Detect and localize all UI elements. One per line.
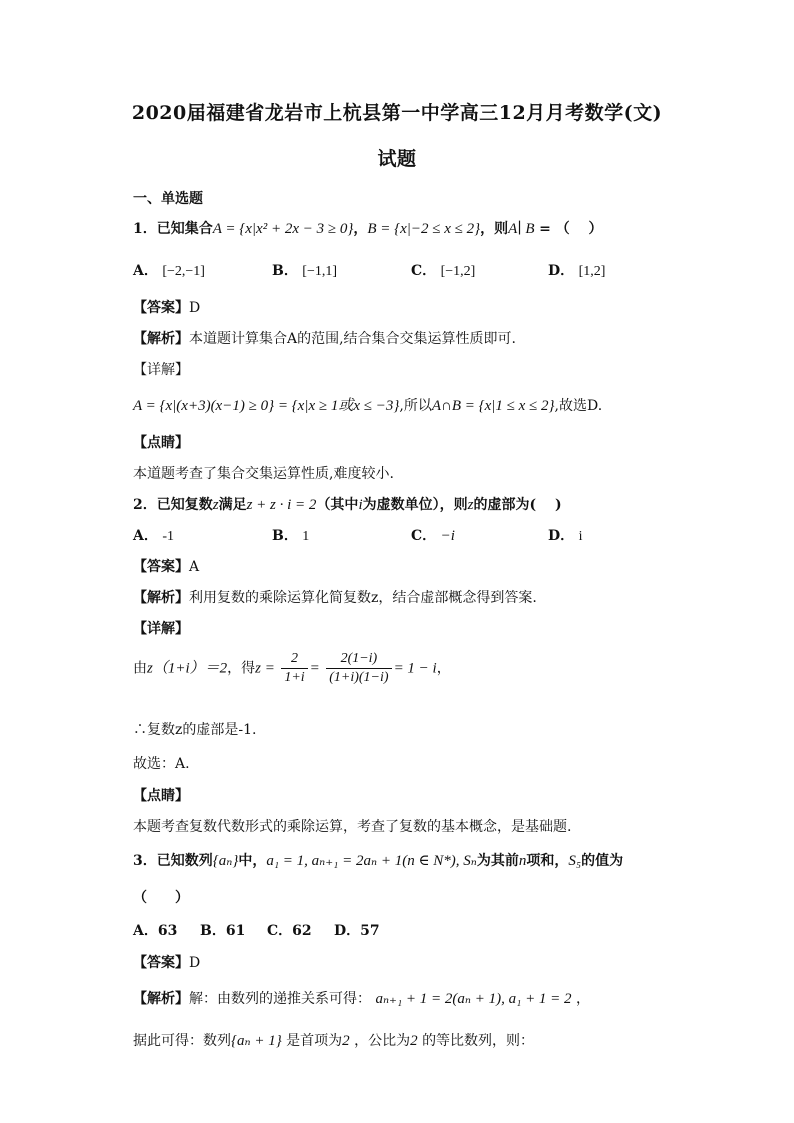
q1-set-a: A = {x|x² + 2x − 3 ≥ 0} <box>212 221 354 237</box>
q1-sep: ， <box>353 221 368 237</box>
q2-option-a: A． -1 <box>133 528 174 544</box>
q1-set-b: B = {x|−2 ≤ x ≤ 2} <box>367 221 481 237</box>
doc-title-line2: 试题 <box>377 148 417 170</box>
q1-ask-math: A∣ B <box>508 221 535 237</box>
q2-detail-tag: 【详解】 <box>133 621 189 637</box>
q2-detail-line3: 故选：A. <box>133 756 190 772</box>
q2-fraction-1: $\frac{2}{1+i}$ <box>281 651 307 686</box>
q1-answer: 【答案】D <box>133 300 201 316</box>
q1-option-c: C． [−1,2] <box>411 263 476 279</box>
q3-answer: 【答案】D <box>133 955 201 971</box>
q3-option-b: B．61 <box>200 923 246 939</box>
q3-analysis-line2: 据此可得：数列{aₙ + 1} 是首项为2 ，公比为2 的等比数列，则： <box>133 1033 535 1049</box>
q1-comment-tag: 【点睛】 <box>133 435 189 451</box>
q3-option-c: C．62 <box>267 923 312 939</box>
q3-option-a: A．63 <box>133 923 178 939</box>
q1-detail: A = {x|(x+3)(x−1) ≥ 0} = {x|x ≥ 1或x ≤ −3},所以A∩B = {x|1 ≤ x ≤ 2},故选D. <box>133 398 603 414</box>
q2-stem: 2．已知复数z满足z + z · i = 2（其中i为虚数单位），则z的虚部为( ) <box>133 497 562 513</box>
q2-detail-eq: 由z（1+i）＝2，得z = $\frac{2}{1+i}$ = $\frac{2(1-i)}{(1+i)(1-i)}$ = 1 − i， <box>133 651 451 685</box>
q2-detail-line2: ∴复数z的虚部是-1. <box>133 722 257 738</box>
q3-paren: （ ） <box>133 890 189 906</box>
q2-answer: 【答案】A <box>133 559 200 575</box>
q1-ask-post: = （ ） <box>539 221 603 237</box>
q2-option-c: C． −i <box>411 528 455 544</box>
q3-option-d: D．57 <box>334 923 380 939</box>
q2-comment: 本题考查复数代数形式的乘除运算，考查了复数的基本概念，是基础题. <box>133 819 572 835</box>
q2-analysis: 【解析】利用复数的乘除运算化简复数z，结合虚部概念得到答案. <box>133 590 537 606</box>
q2-fraction-2: $\frac{2(1-i)}{(1+i)(1-i)}$ <box>326 651 391 686</box>
q3-analysis: 【解析】解：由数列的递推关系可得： aₙ₊₁ + 1 = 2(aₙ + 1), a₁ + 1 = 2 ， <box>133 991 591 1007</box>
q1-analysis: 【解析】本道题计算集合A的范围,结合集合交集运算性质即可. <box>133 331 517 347</box>
q1-detail-tag: 【详解】 <box>133 362 189 378</box>
q1-ask-pre: ，则 <box>480 221 509 237</box>
section-heading: 一、单选题 <box>133 191 203 207</box>
q1-stem-text: 1．已知集合 <box>133 221 213 237</box>
q2-option-b: B． 1 <box>272 528 310 544</box>
doc-title-line1: 2020届福建省龙岩市上杭县第一中学高三12月月考数学(文) <box>131 102 663 124</box>
q2-comment-tag: 【点睛】 <box>133 788 189 804</box>
q1-option-b: B． [−1,1] <box>272 263 338 279</box>
q1-comment: 本道题考查了集合交集运算性质,难度较小. <box>133 466 394 482</box>
q1-stem <box>133 218 603 238</box>
q2-option-d: D． i <box>548 528 583 544</box>
q3-stem: 3．已知数列{aₙ}中，a₁ = 1, aₙ₊₁ = 2aₙ + 1(n ∈ N*), Sₙ为其前n项和，S₅的值为 <box>133 853 624 869</box>
q1-option-a: A． [−2,−1] <box>133 263 205 279</box>
q1-option-d: D． [1,2] <box>548 263 606 279</box>
